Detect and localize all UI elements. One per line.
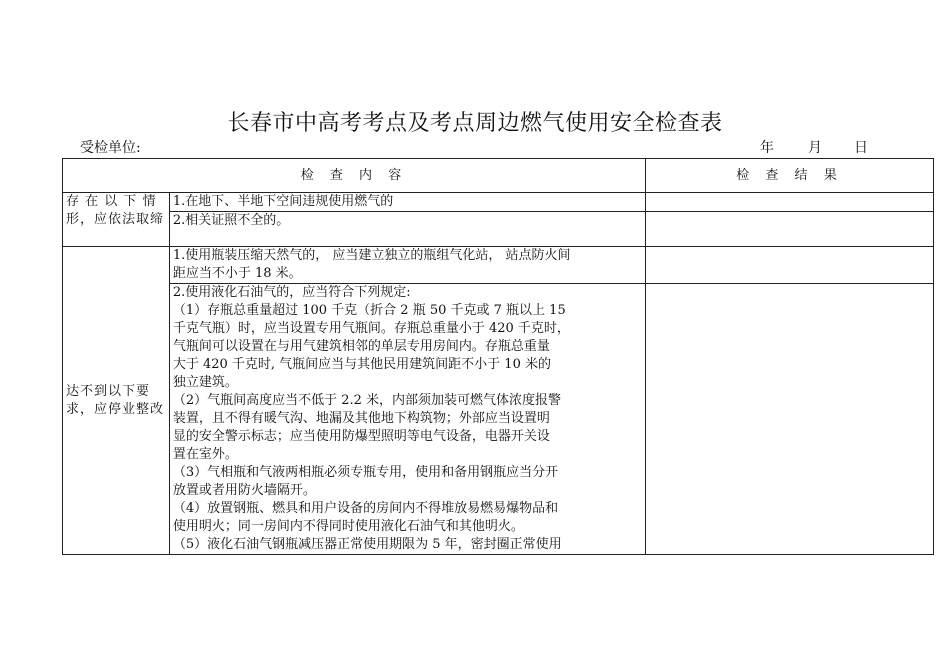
- check-item: 1.在地下、半地下空间违规使用燃气的: [169, 193, 645, 212]
- date-month: 月: [808, 140, 822, 156]
- result-cell[interactable]: [646, 247, 934, 284]
- header-content: 检 查 内 容: [63, 159, 646, 193]
- header-result: 检 查 结 果: [646, 159, 934, 193]
- table-header-row: [63, 159, 934, 193]
- inspection-table: [62, 158, 934, 555]
- result-cell[interactable]: [646, 284, 934, 555]
- date-day: 日: [854, 140, 868, 156]
- category-cell: 达不到以下要求，应停业整改: [63, 247, 170, 555]
- check-item: 1.使用瓶装压缩天然气的， 应当建立独立的瓶组气化站， 站点防火间 距应当不小于 18 米。: [169, 247, 645, 284]
- table-row: [63, 193, 934, 212]
- table-row: [63, 247, 934, 284]
- date-line: [760, 137, 868, 157]
- table-row: [63, 212, 934, 247]
- check-item: 2.相关证照不全的。: [169, 212, 645, 247]
- check-item: 2.使用液化石油气的，应当符合下列规定: （1）存瓶总重量超过 100 千克（折合 2 瓶 50 千克或 7 瓶以上 15 千克气瓶）时，应当设置专用气瓶间。存瓶总重量小于 420 千克时， 气瓶间可以设置在与用气建筑相邻的单层专用房间内。存瓶总重量 大于 420 千克时, 气瓶间应当与其他民用建筑间距不小于 10 米的 独立建筑。 （2）气瓶间高度应当不低于 2.2 米，内部须加装可燃气体浓度报警 装置，且不得有暖气沟、地漏及其他地下构筑物；外部应当设置明 显的安全警示标志；应当使用防爆型照明等电气设备，电器开关设 置在室外。 （3）气相瓶和气液两相瓶必须专瓶专用，使用和备用钢瓶应当分开 放置或者用防火墙隔开。 （4）放置钢瓶、燃具和用户设备的房间内不得堆放易燃易爆物品和 使用明火；同一房间内不得同时使用液化石油气和其他明火。 （5）液化石油气钢瓶减压器正常使用期限为 5 年，密封圈正常使用: [169, 284, 645, 555]
- date-year: 年: [760, 140, 774, 156]
- table-row: [63, 284, 934, 555]
- category-cell: 存 在 以 下 情 形，应依法取缔: [63, 193, 170, 247]
- result-cell[interactable]: [646, 212, 934, 247]
- result-cell[interactable]: [646, 193, 934, 212]
- inspected-unit-label: 受检单位:: [80, 140, 141, 156]
- page-title: 长春市中高考考点及考点周边燃气使用安全检查表: [227, 111, 723, 136]
